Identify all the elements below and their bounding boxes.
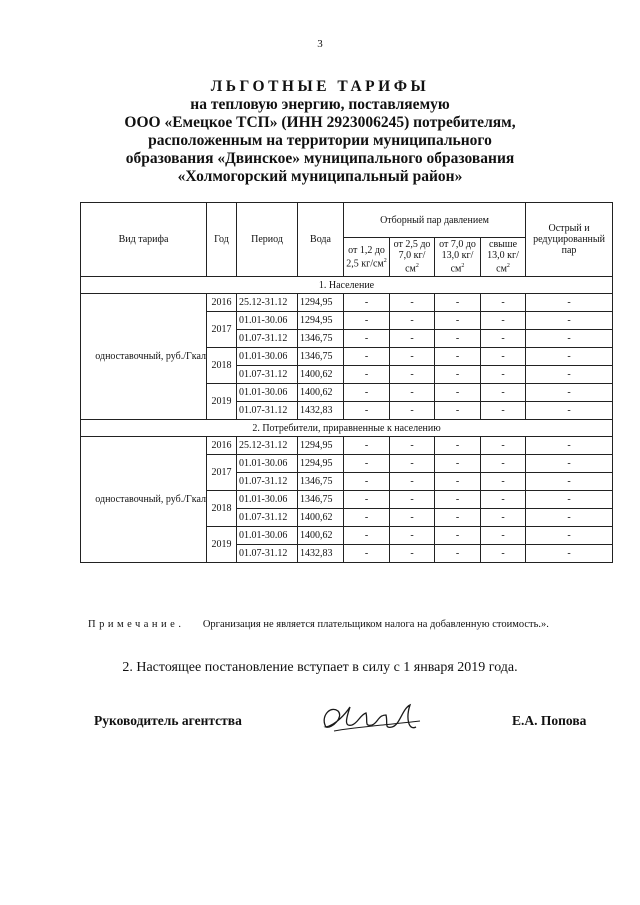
period-cell: 01.01-30.06: [237, 491, 298, 509]
pressure-2-cell: -: [390, 366, 435, 384]
pressure-2-cell: -: [390, 437, 435, 455]
pressure-2-cell: -: [390, 473, 435, 491]
pressure-3-cell: -: [435, 384, 481, 402]
pressure-1-cell: -: [344, 330, 390, 348]
water-value-cell: 1294,95: [298, 437, 344, 455]
section-row: [81, 277, 613, 294]
pressure-1-cell: -: [344, 509, 390, 527]
document-title: [0, 78, 640, 186]
year-cell: 2019: [207, 527, 237, 563]
pressure-4-cell: -: [481, 402, 526, 420]
period-cell: 01.01-30.06: [237, 348, 298, 366]
title-line-6: «Холмогорский муниципальный район»: [177, 168, 463, 185]
signatory-role: Руководитель агентства: [94, 713, 242, 728]
header-type: Вид тарифа: [81, 203, 207, 277]
sharp-steam-cell: -: [526, 455, 613, 473]
pressure-4-cell: -: [481, 527, 526, 545]
pressure-3-cell: -: [435, 402, 481, 420]
pressure-1-cell: -: [344, 348, 390, 366]
sharp-steam-cell: -: [526, 348, 613, 366]
pressure-1-cell: -: [344, 366, 390, 384]
pressure-3-cell: -: [435, 437, 481, 455]
section-title: 2. Потребители, приравненные к населению: [81, 420, 613, 437]
note-text: Организация не является плательщиком налога на добавленную стоимость.».: [202, 619, 549, 630]
sharp-steam-cell: -: [526, 384, 613, 402]
pressure-2-cell: -: [390, 348, 435, 366]
pressure-3-cell: -: [435, 527, 481, 545]
pressure-2-cell: -: [390, 455, 435, 473]
pressure-4-cell: -: [481, 348, 526, 366]
header-water: Вода: [298, 203, 344, 277]
period-cell: 01.07-31.12: [237, 366, 298, 384]
water-value-cell: 1432,83: [298, 402, 344, 420]
pressure-1-cell: -: [344, 312, 390, 330]
sharp-steam-cell: -: [526, 312, 613, 330]
pressure-3-cell: -: [435, 330, 481, 348]
pressure-3-cell: -: [435, 312, 481, 330]
note: [88, 619, 549, 630]
sharp-steam-cell: -: [526, 294, 613, 312]
sharp-steam-cell: -: [526, 366, 613, 384]
period-cell: 25.12-31.12: [237, 294, 298, 312]
handwritten-signature: [316, 697, 424, 741]
header-pressure-4: свыше 13,0 $кг/см^2$: [481, 238, 526, 277]
period-cell: 01.01-30.06: [237, 312, 298, 330]
water-value-cell: 1346,75: [298, 491, 344, 509]
title-line-5: образования «Двинское» муниципального образования: [125, 150, 515, 167]
pressure-2-cell: -: [390, 491, 435, 509]
pressure-2-cell: -: [390, 330, 435, 348]
pressure-4-cell: -: [481, 491, 526, 509]
pressure-1-cell: -: [344, 455, 390, 473]
period-cell: 01.07-31.12: [237, 402, 298, 420]
period-cell: 01.07-31.12: [237, 509, 298, 527]
pressure-3-cell: -: [435, 509, 481, 527]
sharp-steam-cell: -: [526, 330, 613, 348]
pressure-1-cell: -: [344, 437, 390, 455]
pressure-3-cell: -: [435, 473, 481, 491]
sharp-steam-cell: -: [526, 402, 613, 420]
sharp-steam-cell: -: [526, 491, 613, 509]
period-cell: 25.12-31.12: [237, 437, 298, 455]
water-value-cell: 1400,62: [298, 509, 344, 527]
sharp-steam-cell: -: [526, 473, 613, 491]
pressure-3-cell: -: [435, 294, 481, 312]
pressure-1-cell: -: [344, 294, 390, 312]
header-pressure-1: от 1,2 до 2,5 $кг/см^2$: [344, 238, 390, 277]
water-value-cell: 1346,75: [298, 330, 344, 348]
sharp-steam-cell: -: [526, 545, 613, 563]
header-pressure-3: от 7,0 до 13,0 $кг/см^2$: [435, 238, 481, 277]
header-sharp-steam: Острый и редуцированный пар: [526, 203, 613, 277]
pressure-4-cell: -: [481, 437, 526, 455]
pressure-3-cell: -: [435, 545, 481, 563]
sharp-steam-cell: -: [526, 509, 613, 527]
pressure-3-cell: -: [435, 366, 481, 384]
header-row-1: [81, 203, 613, 238]
tariff-type-label: одноставочный, руб./Гкал: [81, 294, 207, 420]
pressure-3-cell: -: [435, 491, 481, 509]
section-title: 1. Население: [81, 277, 613, 294]
table-row: [81, 294, 613, 312]
pressure-1-cell: -: [344, 527, 390, 545]
title-line-1: ЛЬГОТНЫЕ ТАРИФЫ: [210, 78, 430, 95]
sharp-steam-cell: -: [526, 437, 613, 455]
header-year: Год: [207, 203, 237, 277]
water-value-cell: 1294,95: [298, 455, 344, 473]
clause-text: 2. Настоящее постановление вступает в силу с 1 января 2019 года.: [122, 660, 518, 675]
pressure-1-cell: -: [344, 402, 390, 420]
period-cell: 01.07-31.12: [237, 473, 298, 491]
pressure-3-cell: -: [435, 348, 481, 366]
water-value-cell: 1346,75: [298, 348, 344, 366]
year-cell: 2019: [207, 384, 237, 420]
title-line-2: на тепловую энергию, поставляемую: [190, 96, 450, 113]
period-cell: 01.01-30.06: [237, 384, 298, 402]
water-value-cell: 1432,83: [298, 545, 344, 563]
year-cell: 2017: [207, 312, 237, 348]
year-cell: 2018: [207, 348, 237, 384]
pressure-4-cell: -: [481, 509, 526, 527]
pressure-4-cell: -: [481, 366, 526, 384]
water-value-cell: 1400,62: [298, 384, 344, 402]
water-value-cell: 1294,95: [298, 312, 344, 330]
year-cell: 2016: [207, 294, 237, 312]
title-line-3: ООО «Емецкое ТСП» (ИНН 2923006245) потребителям,: [124, 114, 516, 131]
year-cell: 2016: [207, 437, 237, 455]
pressure-2-cell: -: [390, 509, 435, 527]
pressure-2-cell: -: [390, 312, 435, 330]
pressure-2-cell: -: [390, 384, 435, 402]
water-value-cell: 1346,75: [298, 473, 344, 491]
pressure-2-cell: -: [390, 545, 435, 563]
tariff-type-label: одноставочный, руб./Гкал: [81, 437, 207, 563]
signatory-name: Е.А. Попова: [512, 713, 587, 728]
pressure-4-cell: -: [481, 294, 526, 312]
page-number: 3: [317, 38, 323, 50]
pressure-4-cell: -: [481, 330, 526, 348]
pressure-2-cell: -: [390, 294, 435, 312]
water-value-cell: 1400,62: [298, 366, 344, 384]
pressure-1-cell: -: [344, 491, 390, 509]
water-value-cell: 1400,62: [298, 527, 344, 545]
header-pressure-2: от 2,5 до 7,0 $кг/см^2$: [390, 238, 435, 277]
header-steam-group: Отборный пар давлением: [344, 203, 526, 238]
year-cell: 2018: [207, 491, 237, 527]
title-line-4: расположенным на территории муниципального: [148, 132, 492, 149]
period-cell: 01.07-31.12: [237, 330, 298, 348]
section-row: [81, 420, 613, 437]
sharp-steam-cell: -: [526, 527, 613, 545]
year-cell: 2017: [207, 455, 237, 491]
tariff-table: [80, 202, 613, 563]
header-period: Период: [237, 203, 298, 277]
pressure-4-cell: -: [481, 545, 526, 563]
pressure-2-cell: -: [390, 527, 435, 545]
pressure-1-cell: -: [344, 545, 390, 563]
period-cell: 01.01-30.06: [237, 527, 298, 545]
pressure-4-cell: -: [481, 384, 526, 402]
pressure-1-cell: -: [344, 384, 390, 402]
note-label: Примечание.: [88, 619, 185, 630]
pressure-4-cell: -: [481, 455, 526, 473]
table-row: [81, 437, 613, 455]
pressure-4-cell: -: [481, 473, 526, 491]
pressure-3-cell: -: [435, 455, 481, 473]
pressure-4-cell: -: [481, 312, 526, 330]
water-value-cell: 1294,95: [298, 294, 344, 312]
period-cell: 01.07-31.12: [237, 545, 298, 563]
pressure-2-cell: -: [390, 402, 435, 420]
pressure-1-cell: -: [344, 473, 390, 491]
period-cell: 01.01-30.06: [237, 455, 298, 473]
